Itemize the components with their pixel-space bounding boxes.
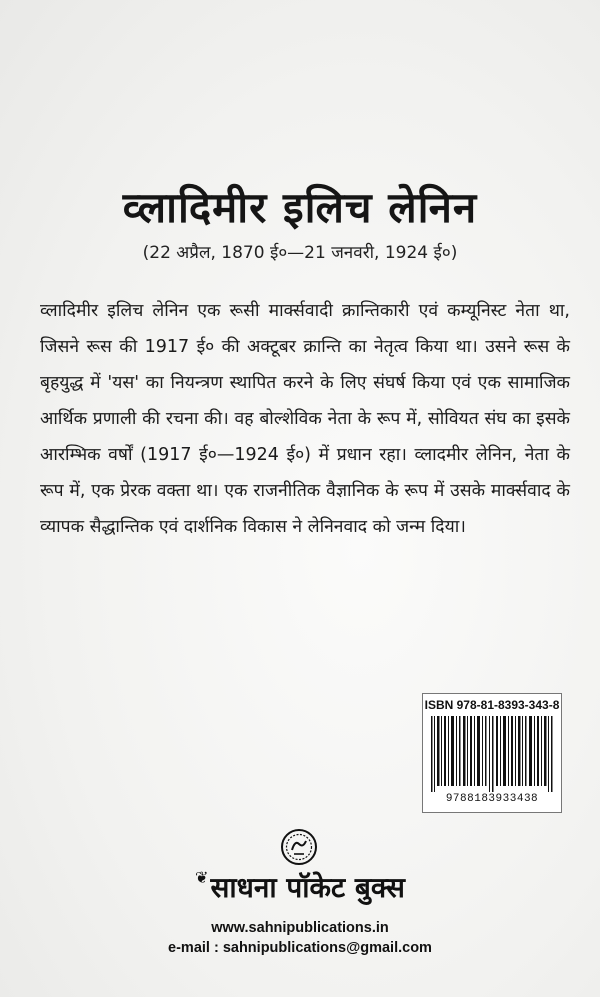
isbn-barcode-box bbox=[422, 693, 562, 813]
barcode-number: 9788183933438 bbox=[445, 793, 539, 805]
publisher-logo-icon bbox=[280, 828, 318, 866]
barcode-icon bbox=[429, 716, 555, 792]
book-title: व्लादिमीर इलिच लेनिन bbox=[122, 183, 478, 232]
book-description: व्लादिमीर इलिच लेनिन एक रूसी मार्क्सवादी क्रान्तिकारी एवं कम्यूनिस्ट नेता था, जिसने रूस की 1917 ई० की अक्टूबर क्रान्ति का नेतृत्व किया था। उसने रूस के बृहयुद्ध में 'यस' का नियन्त्रण स्थापित करने के लिए संघर्ष किया एवं एक सामाजिक आर्थिक प्रणाली की रचना की। वह बोल्शेविक नेता के रूप में, सोवियत संघ का इसके आरम्भिक वर्षों (1917 ई०—1924 ई०) में प्रधान रहा। व्लादमीर लेनिन, नेता के रूप में, एक प्रेरक वक्ता था। एक राजनीतिक वैज्ञानिक के रूप में उसके मार्क्सवाद के व्यापक सैद्धान्तिक एवं दार्शनिक विकास ने लेनिनवाद को जन्म दिया। bbox=[40, 301, 570, 537]
publisher-name bbox=[0, 868, 600, 906]
publisher-name-text: साधना पॉकेट बुक्स bbox=[210, 871, 405, 904]
publisher-email: e-mail : sahnipublications@gmail.com bbox=[168, 940, 432, 956]
isbn-label: ISBN 978-81-8393-343-8 bbox=[424, 698, 560, 712]
publisher-website: www.sahnipublications.in bbox=[211, 920, 389, 936]
life-dates: (22 अप्रैल, 1870 ई०—21 जनवरी, 1924 ई०) bbox=[142, 243, 458, 263]
flourish-icon: ❦ bbox=[195, 868, 209, 887]
